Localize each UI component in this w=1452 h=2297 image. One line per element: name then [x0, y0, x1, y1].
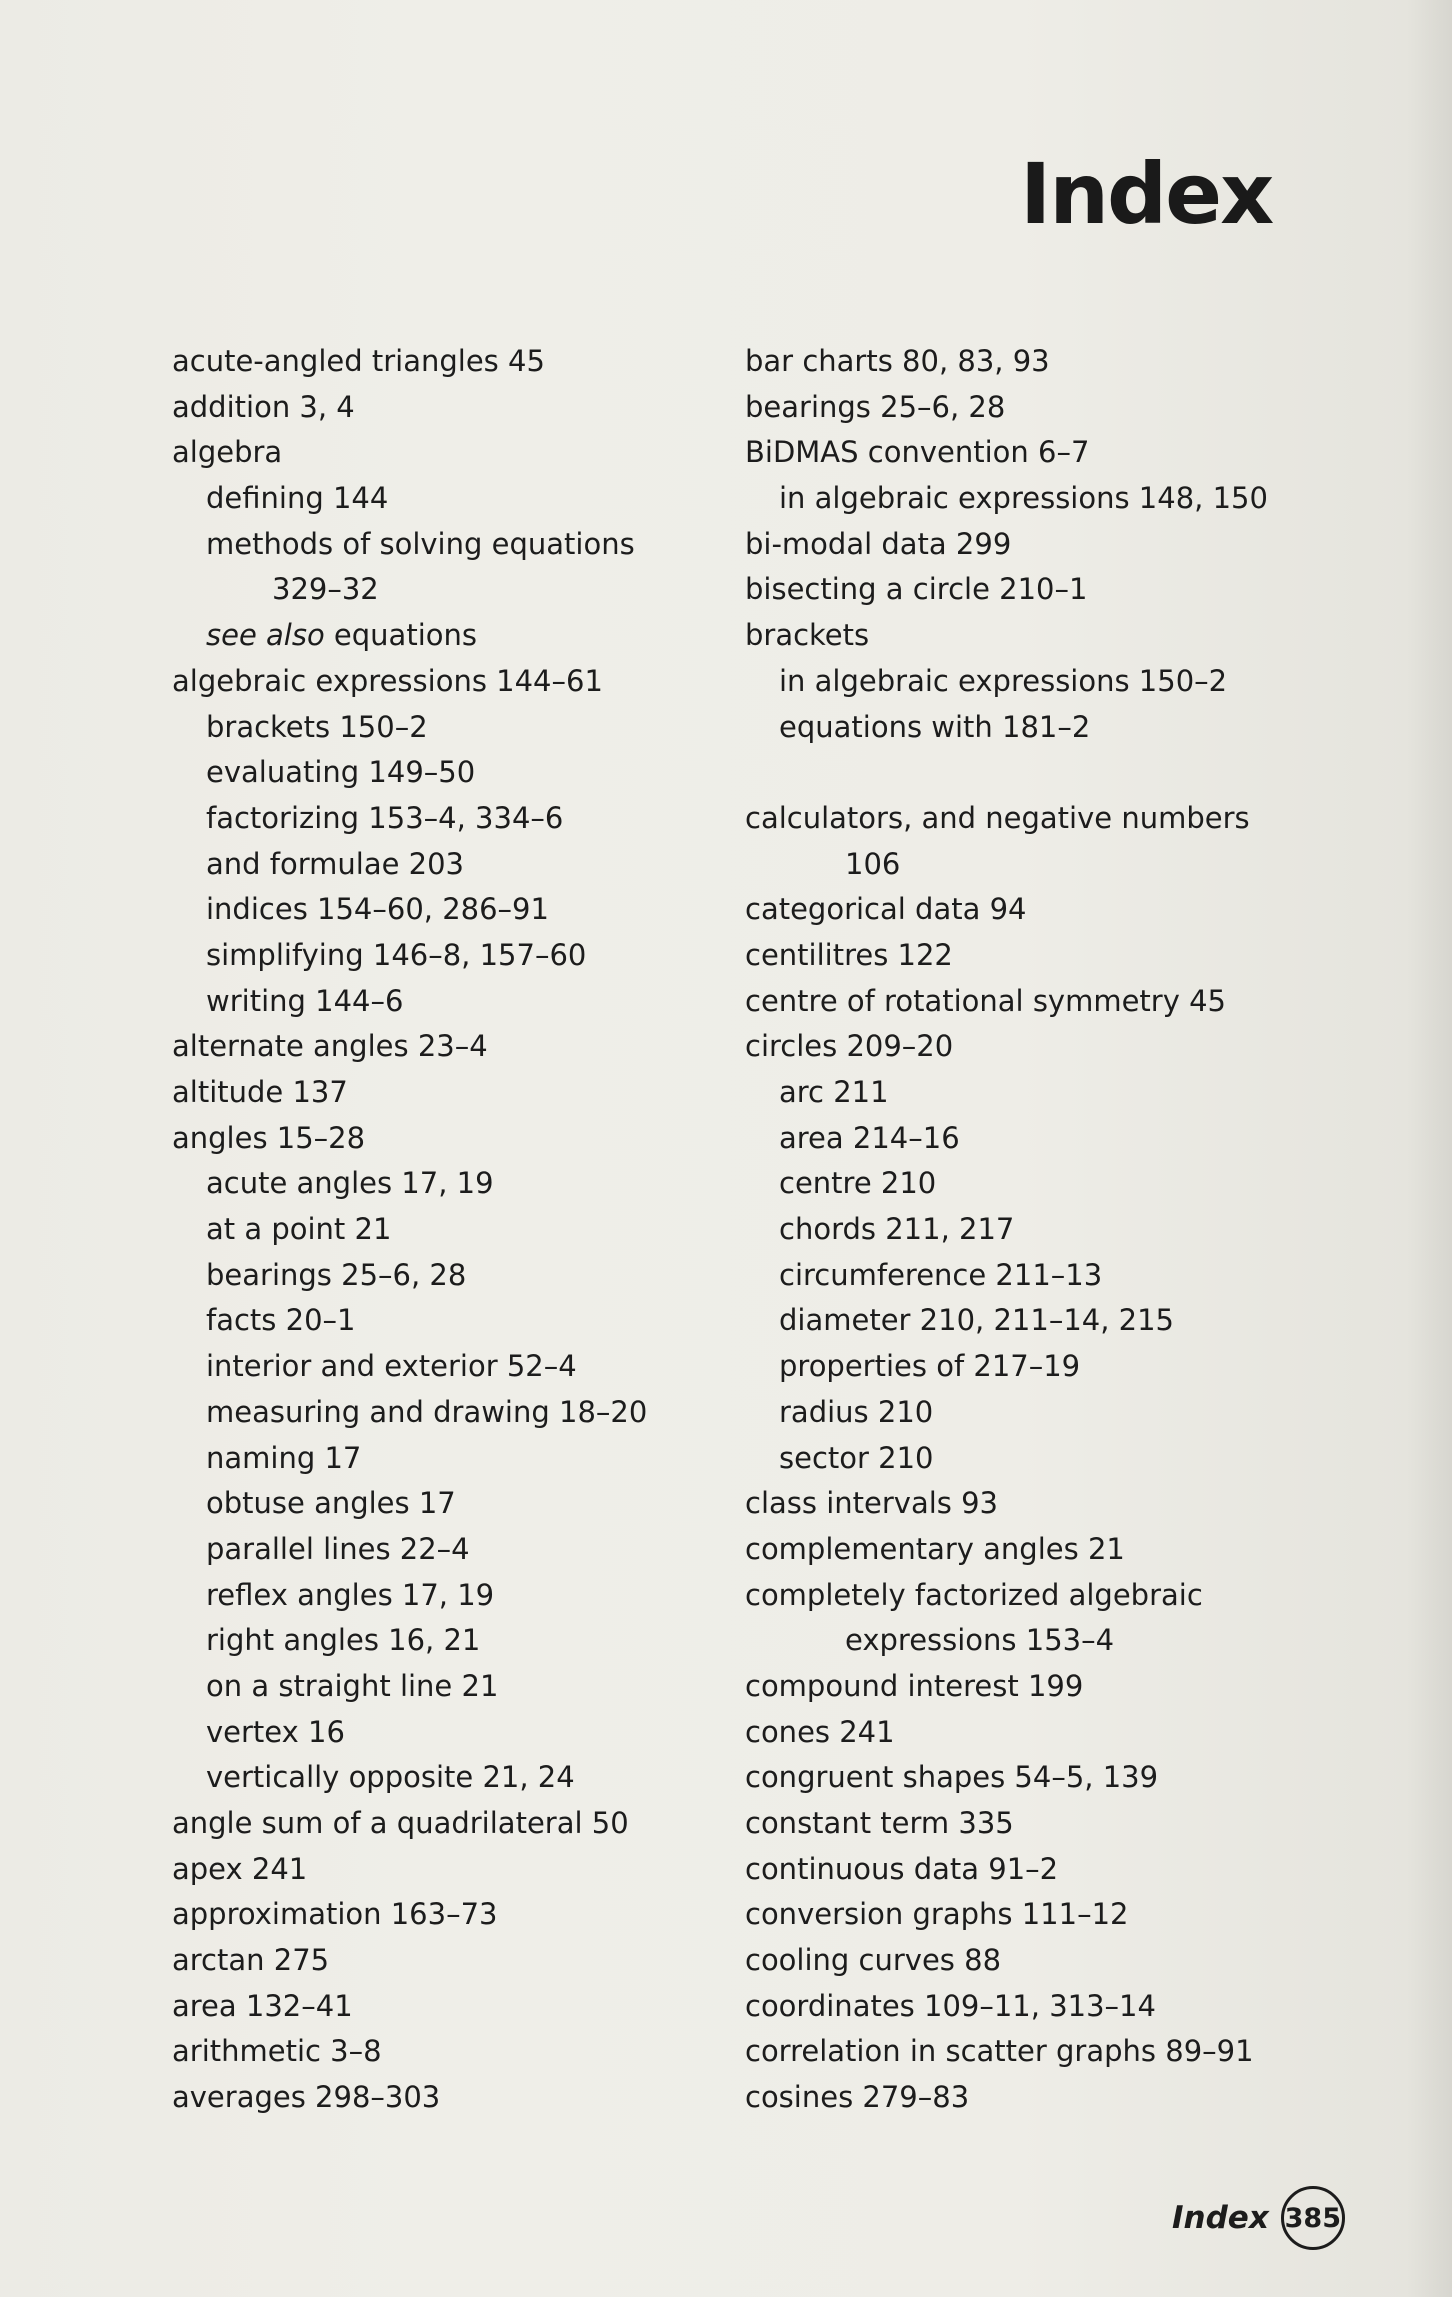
index-entry-text: properties of 217–19 — [779, 1349, 1081, 1384]
index-entry-text: apex 241 — [172, 1851, 308, 1886]
index-entry — [745, 1984, 1268, 2030]
index-entry-text: cones 241 — [745, 1714, 895, 1749]
index-entry — [172, 430, 647, 476]
index-entry — [172, 1436, 647, 1482]
index-entry-text: cooling curves 88 — [745, 1943, 1002, 1978]
index-entry — [745, 613, 1268, 659]
index-entry — [745, 1892, 1268, 1938]
index-entry-text: continuous data 91–2 — [745, 1851, 1059, 1886]
index-entry — [172, 1664, 647, 1710]
index-entry-text: brackets 150–2 — [206, 709, 428, 744]
index-entry — [745, 1938, 1268, 1984]
index-entry-text: conversion graphs 111–12 — [745, 1897, 1129, 1932]
index-entry-text: simplifying 146–8, 157–60 — [206, 937, 587, 972]
index-entry — [172, 1801, 647, 1847]
index-entry — [745, 1390, 1268, 1436]
index-entry — [172, 1847, 647, 1893]
index-entry — [745, 1573, 1268, 1619]
index-entry-text: correlation in scatter graphs 89–91 — [745, 2034, 1254, 2069]
index-entry-text: centilitres 122 — [745, 937, 953, 972]
index-entry-text: altitude 137 — [172, 1075, 348, 1109]
index-entry-text: calculators, and negative numbers — [745, 800, 1250, 835]
index-entry-text: equations — [333, 618, 477, 653]
index-entry-text: centre 210 — [779, 1166, 937, 1201]
index-entry — [172, 385, 647, 431]
index-entry-text: circles 209–20 — [745, 1029, 954, 1064]
index-entry — [745, 476, 1268, 522]
index-entry — [172, 1024, 647, 1070]
index-spacer — [745, 750, 1268, 796]
index-entry-text: area 214–16 — [779, 1120, 960, 1155]
index-entry — [745, 1436, 1268, 1482]
see-also-label: see also — [206, 618, 325, 653]
index-entry — [745, 1298, 1268, 1344]
index-entry — [172, 1298, 647, 1344]
index-entry-text: angle sum of a quadrilateral 50 — [172, 1806, 629, 1840]
footer-label: Index — [1172, 2200, 1269, 2236]
index-entry — [745, 1344, 1268, 1390]
index-entry — [172, 522, 647, 568]
index-entry — [172, 933, 647, 979]
index-entry — [745, 1481, 1268, 1527]
index-entry-text: vertex 16 — [206, 1714, 345, 1749]
index-entry-text: algebra — [172, 435, 283, 470]
index-entry — [172, 659, 647, 705]
index-entry — [745, 979, 1268, 1025]
index-entry-text: diameter 210, 211–14, 215 — [779, 1303, 1175, 1338]
index-entry-text: 329–32 — [272, 572, 379, 607]
index-entry-text: categorical data 94 — [745, 892, 1027, 927]
index-entry — [172, 1892, 647, 1938]
index-entry-text: obtuse angles 17 — [206, 1486, 456, 1521]
index-entry-text: at a point 21 — [206, 1212, 392, 1247]
index-entry-text: congruent shapes 54–5, 139 — [745, 1760, 1159, 1795]
index-entry — [172, 1984, 647, 2030]
index-entry-text: averages 298–303 — [172, 2080, 441, 2115]
index-entry — [745, 1161, 1268, 1207]
index-entry — [172, 842, 647, 888]
page-title: Index — [1020, 145, 1273, 243]
index-entry-text: sector 210 — [779, 1440, 934, 1475]
index-entry — [172, 1938, 647, 1984]
index-entry — [745, 1801, 1268, 1847]
index-entry-text: approximation 163–73 — [172, 1897, 498, 1932]
index-entry-text: measuring and drawing 18–20 — [206, 1394, 648, 1429]
index-entry — [745, 659, 1268, 705]
index-entry-text: factorizing 153–4, 334–6 — [206, 800, 564, 835]
index-entry-text: BiDMAS convention 6–7 — [745, 435, 1090, 470]
index-entry — [172, 613, 647, 659]
index-entry — [745, 430, 1268, 476]
index-entry-text: complementary angles 21 — [745, 1531, 1125, 1566]
index-entry — [172, 1481, 647, 1527]
index-entry-text: methods of solving equations — [206, 526, 635, 561]
index-entry-text: facts 20–1 — [206, 1303, 356, 1338]
index-entry — [172, 1573, 647, 1619]
index-entry-text: indices 154–60, 286–91 — [206, 892, 549, 927]
index-entry — [172, 567, 647, 613]
index-entry — [172, 887, 647, 933]
index-entry-text: arc 211 — [779, 1075, 889, 1109]
index-entry — [172, 1344, 647, 1390]
index-entry-text: constant term 335 — [745, 1806, 1014, 1840]
index-entry — [172, 1253, 647, 1299]
index-entry-text: arithmetic 3–8 — [172, 2034, 382, 2069]
index-entry — [172, 1390, 647, 1436]
index-entry — [745, 1710, 1268, 1756]
index-entry — [745, 1664, 1268, 1710]
index-entry — [745, 705, 1268, 751]
index-entry-text: and formulae 203 — [206, 846, 465, 881]
index-entry — [172, 476, 647, 522]
index-entry — [172, 796, 647, 842]
index-entry-text: angles 15–28 — [172, 1120, 366, 1155]
index-entry-text: centre of rotational symmetry 45 — [745, 983, 1227, 1018]
index-entry — [172, 1116, 647, 1162]
index-entry — [172, 1710, 647, 1756]
index-entry-text: bi-modal data 299 — [745, 526, 1012, 561]
index-entry-text: radius 210 — [779, 1394, 934, 1429]
index-entry-text: on a straight line 21 — [206, 1668, 499, 1703]
index-entry-text: area 132–41 — [172, 1988, 353, 2023]
index-entry — [172, 1755, 647, 1801]
index-entry-text: algebraic expressions 144–61 — [172, 663, 603, 698]
index-entry-text: coordinates 109–11, 313–14 — [745, 1988, 1156, 2023]
index-entry-text: interior and exterior 52–4 — [206, 1349, 577, 1384]
index-entry-text: writing 144–6 — [206, 983, 404, 1018]
index-entry — [745, 1116, 1268, 1162]
index-entry — [745, 2029, 1268, 2075]
index-entry — [172, 750, 647, 796]
index-entry-text: brackets — [745, 618, 870, 653]
index-entry — [745, 1070, 1268, 1116]
index-entry-text: class intervals 93 — [745, 1486, 998, 1521]
index-entry-text: bar charts 80, 83, 93 — [745, 344, 1050, 378]
index-entry-text: acute-angled triangles 45 — [172, 344, 545, 378]
index-entry-text: expressions 153–4 — [845, 1623, 1115, 1658]
index-entry — [172, 1618, 647, 1664]
index-entry — [745, 567, 1268, 613]
index-entry-text: reflex angles 17, 19 — [206, 1577, 495, 1612]
index-entry-text: in algebraic expressions 148, 150 — [779, 481, 1268, 516]
index-entry-text: in algebraic expressions 150–2 — [779, 663, 1228, 698]
index-entry — [172, 705, 647, 751]
index-entry-text: right angles 16, 21 — [206, 1623, 481, 1658]
page-footer — [1172, 2186, 1345, 2250]
index-entry — [745, 887, 1268, 933]
index-entry-text: 106 — [845, 846, 901, 881]
index-entry — [172, 2029, 647, 2075]
index-entry-text: cosines 279–83 — [745, 2080, 970, 2115]
index-entry-text: addition 3, 4 — [172, 389, 355, 424]
index-entry — [745, 1253, 1268, 1299]
index-entry — [745, 1527, 1268, 1573]
index-column-left — [172, 339, 647, 2121]
index-entry-text: completely factorized algebraic — [745, 1577, 1203, 1612]
index-entry — [745, 522, 1268, 568]
index-column-right — [745, 339, 1268, 2121]
index-entry-text: bisecting a circle 210–1 — [745, 572, 1088, 607]
index-entry — [745, 385, 1268, 431]
index-entry-text: parallel lines 22–4 — [206, 1531, 470, 1566]
index-entry — [745, 1755, 1268, 1801]
index-entry-text: naming 17 — [206, 1440, 362, 1475]
index-entry-text: bearings 25–6, 28 — [745, 389, 1006, 424]
index-entry — [745, 1207, 1268, 1253]
index-entry-text: circumference 211–13 — [779, 1257, 1103, 1292]
index-entry — [745, 2075, 1268, 2121]
index-entry-text: bearings 25–6, 28 — [206, 1257, 467, 1292]
index-entry-text: defining 144 — [206, 481, 389, 516]
index-entry — [172, 2075, 647, 2121]
index-entry — [172, 1070, 647, 1116]
index-entry — [745, 1847, 1268, 1893]
index-entry — [745, 933, 1268, 979]
spine-shadow — [1406, 0, 1452, 2297]
index-entry — [745, 842, 1268, 888]
index-entry-text: chords 211, 217 — [779, 1212, 1015, 1247]
index-entry — [172, 1207, 647, 1253]
index-entry — [172, 339, 647, 385]
index-entry — [172, 979, 647, 1025]
index-entry — [745, 339, 1268, 385]
index-entry — [745, 796, 1268, 842]
index-entry-text: alternate angles 23–4 — [172, 1029, 488, 1064]
index-entry-text: compound interest 199 — [745, 1668, 1084, 1703]
index-entry-text: acute angles 17, 19 — [206, 1166, 494, 1201]
index-entry — [172, 1161, 647, 1207]
index-entry — [745, 1024, 1268, 1070]
index-entry — [172, 1527, 647, 1573]
index-entry-text: evaluating 149–50 — [206, 755, 476, 790]
index-entry-text: arctan 275 — [172, 1943, 330, 1978]
index-entry-text: vertically opposite 21, 24 — [206, 1760, 575, 1795]
index-entry-text: equations with 181–2 — [779, 709, 1091, 744]
page-number-badge: 385 — [1281, 2186, 1345, 2250]
index-entry — [745, 1618, 1268, 1664]
